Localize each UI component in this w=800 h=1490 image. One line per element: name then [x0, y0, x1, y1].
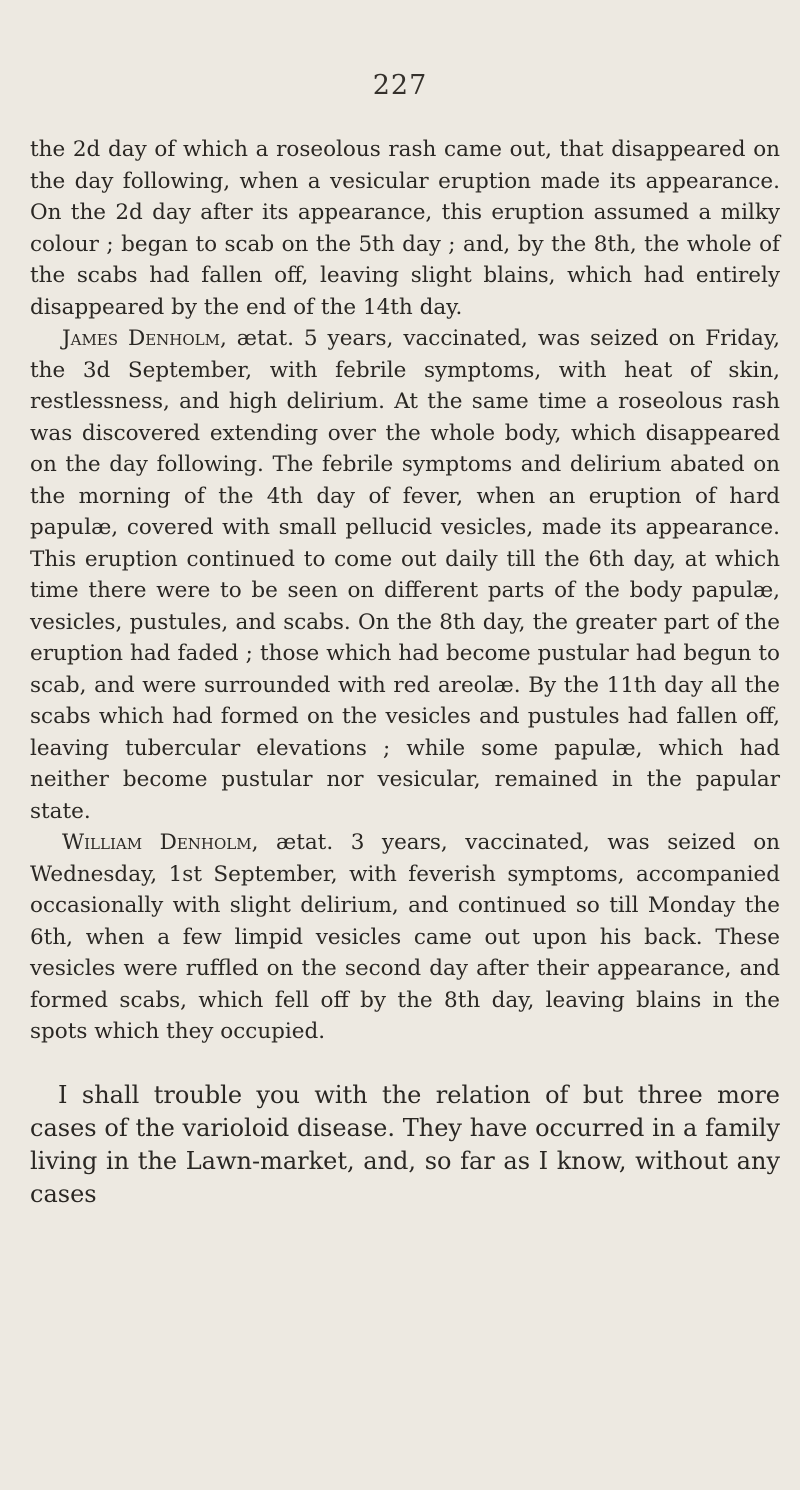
paragraph-three-more-cases: I shall trouble you with the relation of but three more cases of the varioloid disease. They have occurred in a family living in the Lawn-market, and, so far as I know, without any cases [30, 1081, 780, 1208]
closing-text-block [30, 1079, 780, 1211]
paragraph-william-denholm [30, 827, 780, 1048]
paragraph-case-continuation: the 2d day of which a roseolous rash came out, that disappeared on the day following, when a vesicular eruption made its appearance. On the 2d day after its appearance, this eruption assumed a milky colour ; began to scab on the 5th day ; and, by the 8th, the whole of the scabs had fallen off, leaving slight blains, which had entirely disappeared by the end of the 14th day. [30, 137, 780, 320]
paragraph-james-text: ætat. 5 years, vaccinated, was seized on Friday, the 3d September, with febrile symptoms, with heat of skin, restlessness, and high delirium. At the same time a roseolous rash was discovered extending over the whole body, which disappeared on the day following. The febrile symptoms and delirium abated on the morning of the 4th day of fever, when an eruption of hard papulæ, covered with small pellucid vesicles, made its appearance. This eruption continued to come out daily till the 6th day, at which time there were to be seen on different parts of the body papulæ, vesicles, pustules, and scabs. On the 8th day, the greater part of the eruption had faded ; those which had become pustular had begun to scab, and were surrounded with red areolæ. By the 11th day all the scabs which had formed on the vesicles and pustules had fallen off, leaving tubercular elevations ; while some papulæ, which had neither become pustular nor vesicular, remained in the papular state. [30, 326, 780, 824]
patient-name-james: James Denholm, [62, 326, 227, 351]
patient-name-william: William Denholm, [62, 830, 259, 855]
paragraph-james-denholm [30, 323, 780, 827]
main-text-block [30, 134, 780, 1048]
page-number: 227 [372, 70, 428, 101]
paragraph-william-text: ætat. 3 years, vaccinated, was seized on Wednesday, 1st September, with feverish symptoms, accompanied occasionally with slight delirium, and continued so till Monday the 6th, when a few limpid vesicles came out upon his back. These vesicles were ruffled on the second day after their appearance, and formed scabs, which fell off by the 8th day, leaving blains in the spots which they occupied. [30, 830, 780, 1044]
